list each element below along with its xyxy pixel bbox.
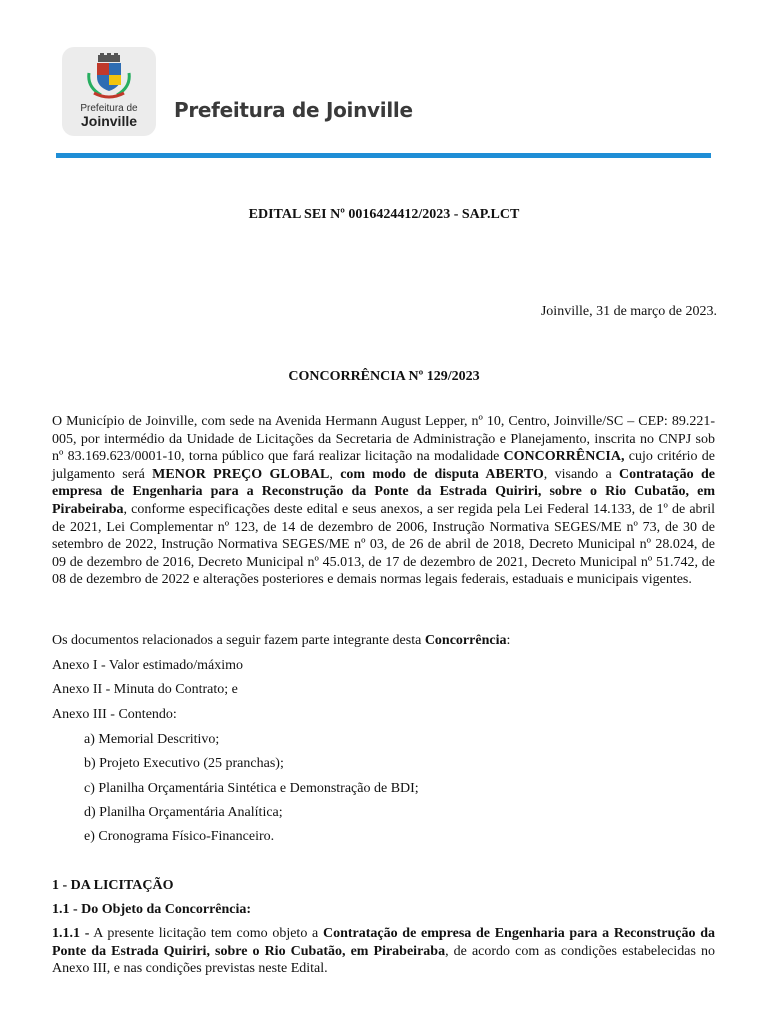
intro-paragraph: O Município de Joinville, com sede na Avenida Hermann August Lepper, nº 10, Centro, Joinville/SC – CEP: 89.221-005, por intermédio da Unidade de Licitações da Secretaria de Administração e Planejamento, inscrita no CNPJ sob nº 83.169.623/0001-10, torna público que fará realizar licitação na modalidade CONCORRÊNCIA, cujo critério de julgamento será MENOR PREÇO GLOBAL, com modo de disputa ABERTO, visando a Contratação de empresa de Engenharia para a Reconstrução da Ponte da Estrada Quiriri, sobre o Rio Cubatão, em Pirabeiraba, conforme especificações deste edital e seus anexos, a ser regida pela Lei Federal 14.133, de 1º de abril de 2021, Lei Complementar nº 123, de 14 de dezembro de 2006, Instrução Normativa SEGES/ME nº 73, de 30 de setembro de 2022, Instrução Normativa SEGES/ME nº 03, de 26 de abril de 2018, Decreto Municipal nº 28.024, de 09 de dezembro de 2016, Decreto Municipal nº 45.013, de 17 de dezembro de 2021, Decreto Municipal nº 51.742, de 08 de dezembro de 2022 e alterações posteriores e demais normas legais federais, estaduais e municipais vigentes. bbox=[52, 414, 716, 588]
section1-heading: 1 - DA LICITAÇÃO bbox=[52, 878, 174, 893]
annex-item: Anexo II - Minuta do Contrato; e bbox=[52, 682, 238, 697]
edital-title: EDITAL SEI Nº 0016424412/2023 - SAP.LCT bbox=[248, 207, 520, 222]
logo-line2: Joinville bbox=[80, 113, 138, 129]
annex3-subitem: e) Cronograma Físico-Financeiro. bbox=[84, 829, 275, 844]
docs-intro: Os documentos relacionados a seguir fazem parte integrante desta Concorrência: bbox=[52, 633, 511, 648]
annex3-subitem: d) Planilha Orçamentária Analítica; bbox=[84, 805, 283, 820]
annex3-subitem: b) Projeto Executivo (25 pranchas); bbox=[84, 756, 284, 771]
annex-item: Anexo III - Contendo: bbox=[52, 707, 177, 722]
logo-text bbox=[62, 103, 156, 129]
document-date: Joinville, 31 de março de 2023. bbox=[540, 304, 717, 319]
annex-item: Anexo I - Valor estimado/máximo bbox=[52, 658, 244, 673]
concorrencia-title: CONCORRÊNCIA Nº 129/2023 bbox=[288, 369, 480, 384]
joinville-crest-icon bbox=[86, 53, 132, 99]
logo-line1: Prefeitura de bbox=[80, 103, 138, 114]
header-divider bbox=[56, 153, 711, 158]
section1-1-1-paragraph: 1.1.1 - A presente licitação tem como objeto a Contratação de empresa de Engenharia para a Reconstrução da Ponte da Estrada Quiriri, sobre o Rio Cubatão, em Pirabeiraba, de acordo com as condições estabelecidas no Anexo III, e nas condições previstas neste Edital. bbox=[52, 926, 715, 977]
annex3-subitem: c) Planilha Orçamentária Sintética e Demonstração de BDI; bbox=[84, 781, 419, 796]
section1-1-heading: 1.1 - Do Objeto da Concorrência: bbox=[52, 902, 252, 917]
prefeitura-logo bbox=[62, 47, 156, 136]
annex3-subitem: a) Memorial Descritivo; bbox=[84, 732, 220, 747]
header-title: Prefeitura de Joinville bbox=[174, 98, 413, 122]
